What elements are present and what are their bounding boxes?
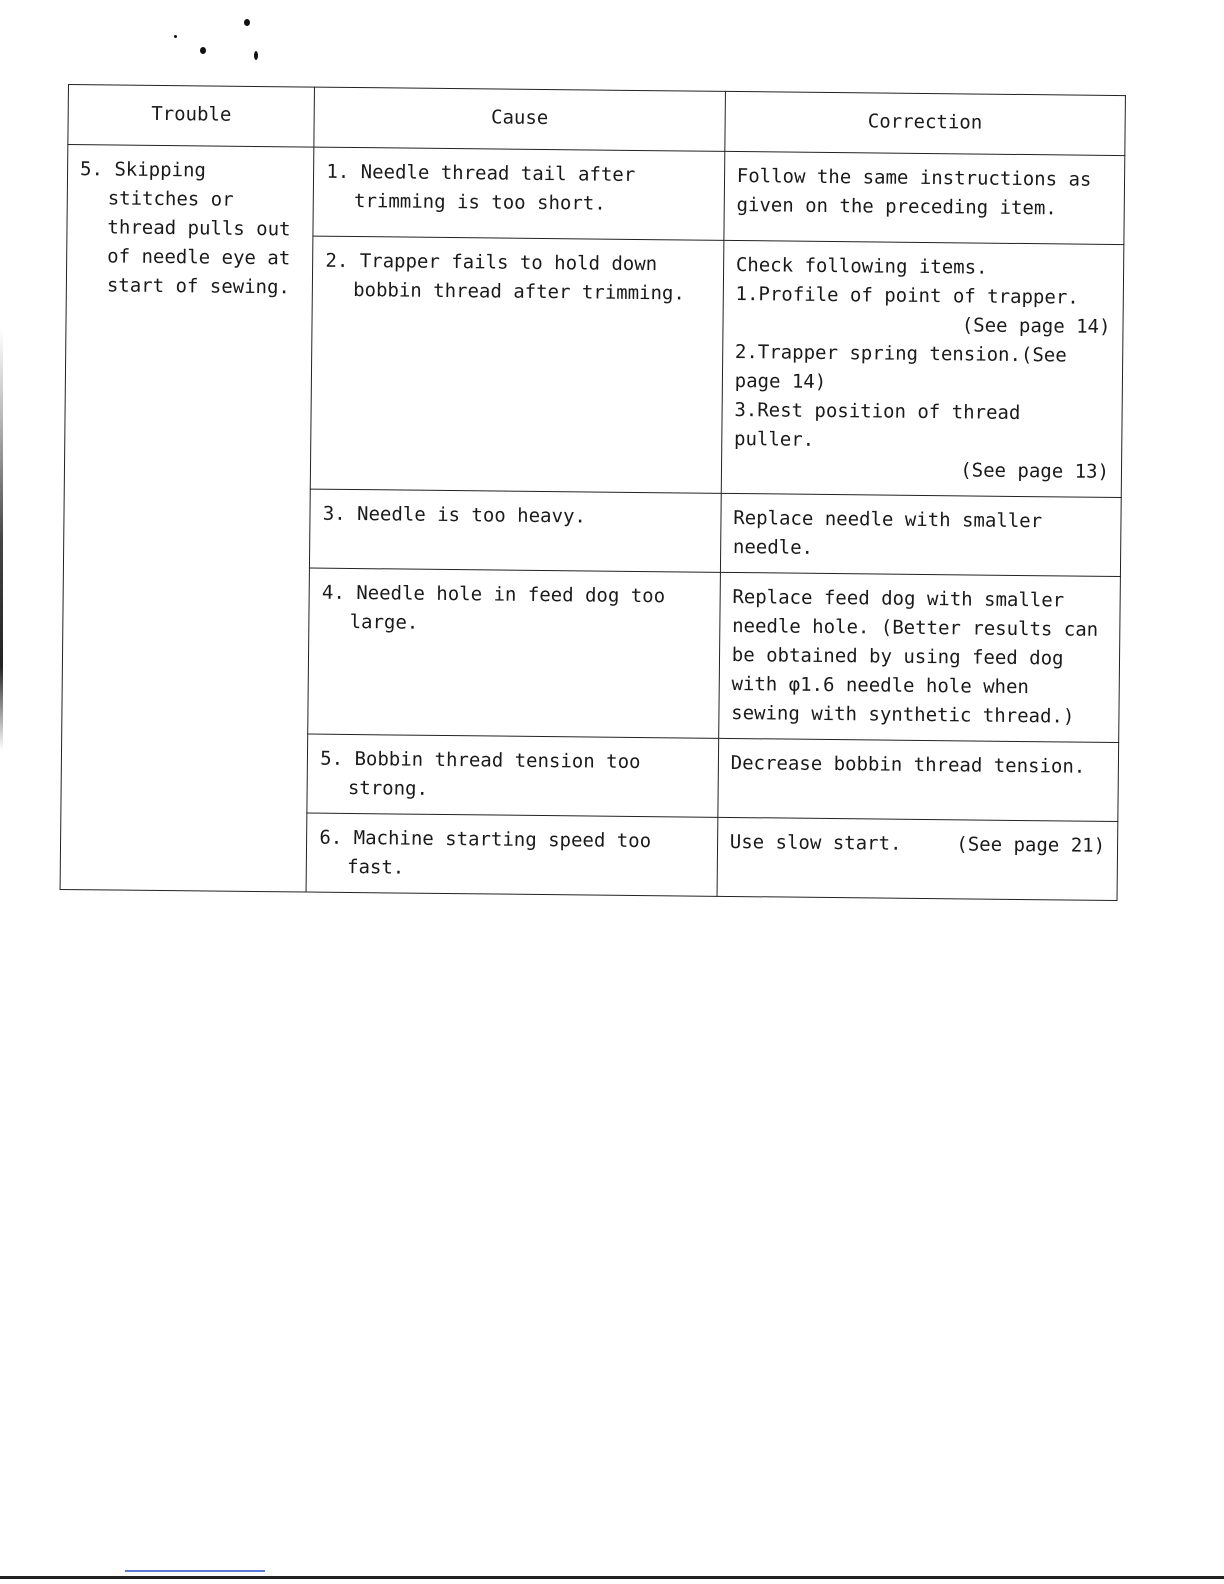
correction-item: 1.Profile of point of trapper. (735, 283, 1079, 309)
cause-cell (308, 568, 720, 738)
page-reference: (See page 21) (956, 833, 1106, 857)
correction-item: 2.Trapper spring tension.(See page 14) (734, 340, 1067, 393)
cause-cell (310, 489, 721, 572)
header-cause: Cause (314, 87, 725, 151)
trouble-cell (60, 145, 314, 893)
correction-cell (724, 151, 1125, 244)
header-row (68, 85, 1126, 156)
cause-text: 3. Needle is too heavy. (322, 502, 587, 528)
correction-intro: Check following items. (735, 254, 988, 279)
header-trouble: Trouble (68, 85, 315, 148)
correction-text: Use slow start. (729, 830, 902, 855)
cause-text: 5. Bobbin thread tension too strong. (320, 747, 641, 800)
correction-cell (718, 738, 1119, 821)
correction-text: Follow the same instructions as given on the preceding item. (736, 165, 1092, 220)
page-reference: (See page 13) (960, 459, 1110, 483)
cause-cell (311, 236, 724, 493)
trouble-text: 5. Skipping stitches or thread pulls out of needle eye at start of sewing. (79, 158, 291, 299)
troubleshooting-table-wrapper (60, 84, 1126, 901)
scan-artifact-line (125, 1570, 265, 1572)
correction-cell (718, 572, 1120, 742)
cause-text: 4. Needle hole in feed dog too large. (321, 581, 666, 634)
header-correction: Correction (725, 91, 1126, 155)
table-row (67, 145, 1125, 245)
cause-cell (307, 734, 718, 817)
correction-text: Replace feed dog with smaller needle hole. (Better results can be obtained by using feed dog with φ1.6 needle hole when sewing with synthetic thread.) (731, 585, 1099, 728)
correction-text: Replace needle with smaller needle. (732, 506, 1043, 559)
page-reference: (See page 14) (961, 314, 1111, 338)
page-bottom-edge (0, 1576, 1224, 1579)
scan-marks (170, 15, 270, 65)
cause-text: 6. Machine starting speed too fast. (319, 826, 652, 879)
correction-cell (717, 817, 1118, 900)
cause-text: 1. Needle thread tail after trimming is too short. (326, 160, 636, 215)
correction-cell (720, 493, 1121, 576)
correction-item: 3.Rest position of thread puller. (733, 398, 1021, 451)
cause-cell (313, 147, 724, 240)
troubleshooting-table (60, 84, 1126, 901)
cause-cell (306, 813, 717, 896)
correction-cell (721, 240, 1124, 497)
cause-text: 2. Trapper fails to hold down bobbin thread after trimming. (325, 249, 685, 305)
correction-text: Decrease bobbin thread tension. (730, 751, 1086, 778)
scan-edge-shadow (0, 330, 3, 750)
